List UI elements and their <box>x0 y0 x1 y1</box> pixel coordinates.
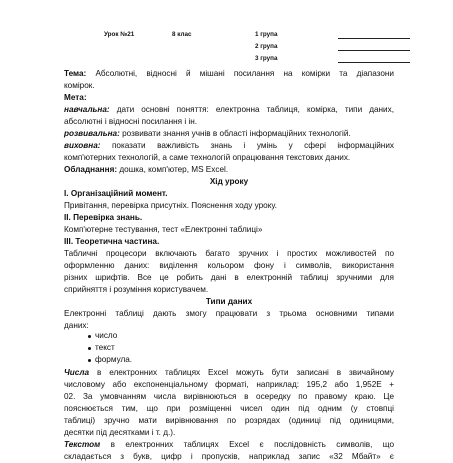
group-2-line <box>338 50 410 51</box>
numbers-line-1 <box>64 367 394 379</box>
bullet-dot-2 <box>88 347 91 350</box>
grade: 8 клас <box>172 31 192 38</box>
bullet-dot-3 <box>88 359 91 362</box>
educational-label: виховна: <box>64 141 101 150</box>
equipment-label: Обладнання: <box>64 165 118 174</box>
teaching-label: навчальна: <box>64 105 110 114</box>
section-2-heading: ІІ. Перевірка знань. <box>64 213 143 222</box>
section-3-line-2: оформленню даних: виділення кольором фону і символів, використання <box>64 261 394 270</box>
topic-line-1 <box>64 68 394 80</box>
data-type-item-formula: формула. <box>95 355 133 364</box>
group-1-line <box>338 38 410 39</box>
group-3-line <box>338 62 410 63</box>
goals-label: Мета: <box>64 93 87 102</box>
goal-educational-line-1 <box>64 140 394 152</box>
equipment-line <box>64 164 394 176</box>
topic-text-1: Абсолютні, відносні й мішані посилання на комірки та діапазони <box>95 69 394 78</box>
data-type-item-number: число <box>95 331 118 340</box>
text-type-text-1: в електронних таблицях Excel є послідовність символів, що <box>110 440 395 449</box>
group-2-label: 2 група <box>255 43 278 50</box>
text-type-line-2: складається з букв, цифр і пропусків, наприклад запис «32 Мбайт» є <box>64 452 394 461</box>
goal-teaching-line-2: абсолютні і відносні посилання і ін. <box>64 117 198 126</box>
text-type-line-1 <box>64 439 394 451</box>
developing-text: розвивати знання учнів в області інформаційних технологій. <box>122 129 351 138</box>
section-3-line-4: сприйняття і розуміння користувачем. <box>64 285 209 294</box>
teaching-text-1: дати основні поняття: електронна таблиця, комірка, типи даних, <box>116 105 394 114</box>
equipment-text: дошка, комп'ютер, MS Excel. <box>119 165 229 174</box>
group-1-label: 1 група <box>255 31 278 38</box>
numbers-term: Числа <box>64 368 89 377</box>
section-3-line-1: Табличні процесори включають багато зручних і простих можливостей по <box>64 249 394 258</box>
numbers-line-4: пояснюється тим, що при розміщенні чисел один під одним (у стовпці <box>64 404 394 413</box>
topic-line-2: комірок. <box>64 81 95 90</box>
section-3-heading: ІІІ. Теоретична частина. <box>64 237 160 246</box>
data-types-intro-1: Електронні таблиці дають змогу працювати з трьома основними типами <box>64 309 394 318</box>
section-3-line-3: різних шрифтів. Все це робить дані в електронній таблиці зручними для <box>64 273 394 282</box>
text-type-term: Текстом <box>64 440 101 449</box>
goal-developing-line <box>64 128 394 140</box>
lesson-number: Урок №21 <box>104 31 135 38</box>
numbers-line-5: таблиці) зручно мати вирівнювання по розрядах (одиниці під одиницями, <box>64 416 394 425</box>
numbers-line-3: 02. За умовчанням числа вирівнюються в осередку по правому краю. Це <box>64 392 394 401</box>
course-heading: Хід уроку <box>209 177 249 186</box>
data-types-intro-2: даних: <box>64 321 89 330</box>
goal-teaching-line-1 <box>64 104 394 116</box>
goal-educational-line-2: комп'ютерних технологій, а саме технологій опрацювання текстових даних. <box>64 153 351 162</box>
section-1-text: Привітання, перевірка присутніх. Пояснення ходу уроку. <box>64 201 277 210</box>
numbers-line-6: десятки під десятками і т. д.). <box>64 428 176 437</box>
section-1-heading: І. Організаційний момент. <box>64 189 168 198</box>
numbers-text-1: в електронних таблицях Excel можуть бути записані в звичайному <box>96 368 394 377</box>
numbers-line-2: числовому або експоненціальному форматі, наприклад: 195,2 або 1,952E + <box>64 380 394 389</box>
bullet-dot-1 <box>88 335 91 338</box>
data-type-item-text: текст <box>95 343 115 352</box>
topic-label: Тема: <box>64 69 87 78</box>
section-2-text: Комп'ютерне тестування, тест «Електронні таблиці» <box>64 225 263 234</box>
group-3-label: 3 група <box>255 55 278 62</box>
developing-label: розвивальна: <box>64 129 120 138</box>
data-types-heading: Типи даних <box>205 297 253 306</box>
educational-text-1: показати важливість знань і умінь у сфері інформаційних <box>111 141 394 150</box>
